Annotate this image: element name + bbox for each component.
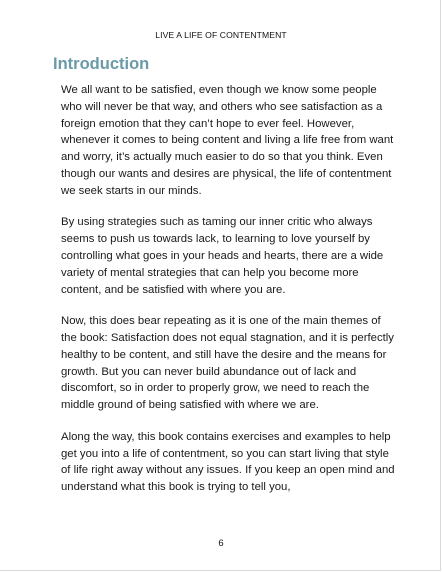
page-number: 6 [218,538,224,549]
chapter-title: Introduction [53,55,150,73]
body-text [61,82,396,511]
paragraph: Now, this does bear repeating as it is one of the main themes of the book: Satisfaction does not equal stagnation, and it is perfectly healthy to be content, and still have the desire and the means for growth. But you can never build abundance out of lack and discomfort, so in order to properly grow, we need to reach the middle ground of being satisfied with where we are. [61,315,394,412]
paragraph: By using strategies such as taming our inner critic who always seems to push us towards lack, to learning to love yourself by controlling what goes in your heads and hearts, there are a wide variety of mental strategies that can help you become more content, and be satisfied with where you are. [61,216,384,296]
paragraph: We all want to be satisfied, even though we know some people who will never be that way, and others who see satisfaction as a foreign emotion that they can’t hope to ever feel. However, whenever it comes to being content and living a life free from want and worry, it’s actually much easier to do so that you think. Even though our wants and desires are physical, the life of contentment we seek starts in our minds. [61,84,394,197]
running-header: LIVE A LIFE OF CONTENTMENT [155,30,287,40]
paragraph: Along the way, this book contains exercises and examples to help get you into a life of contentment, so you can start living that style of life right away without any issues. If you keep an open mind and understand what this book is trying to tell you, [61,430,395,494]
